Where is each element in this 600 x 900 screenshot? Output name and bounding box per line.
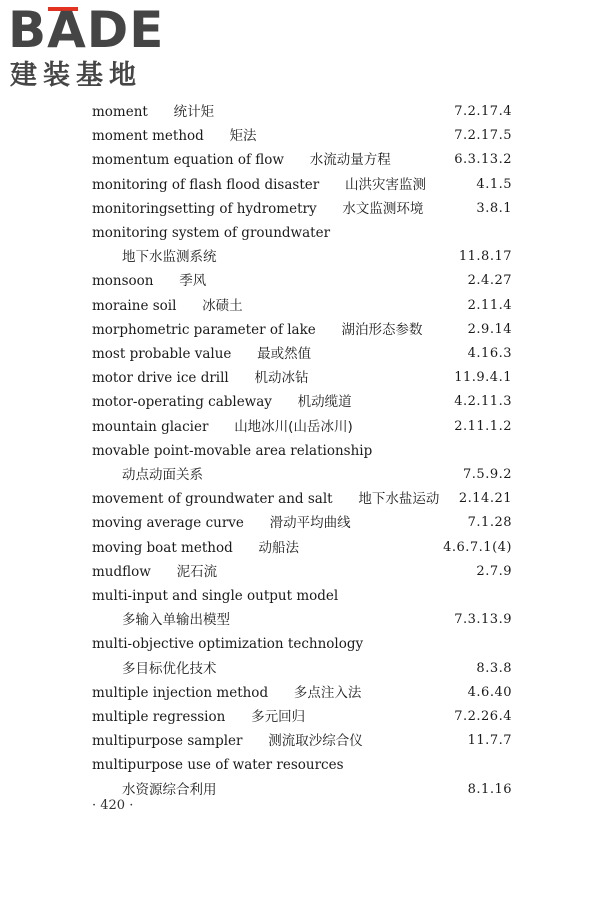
glossary-row [92, 560, 512, 584]
term-english: multi-input and single output model [92, 588, 339, 604]
term-english: motor-operating cableway [92, 394, 272, 411]
section-reference: 4.6.7.1(4) [443, 539, 512, 555]
section-reference: 7.2.17.5 [454, 128, 512, 144]
glossary-row [92, 245, 512, 269]
term-chinese: 测流取沙综合仪 [268, 733, 363, 750]
section-reference: 2.7.9 [476, 563, 512, 579]
term-english: multi-objective optimization technology [92, 636, 364, 653]
term-english: moving boat method [92, 539, 233, 556]
logo-subtitle: 建装基地 [10, 60, 142, 91]
section-reference: 2.11.1.2 [454, 418, 512, 434]
section-reference: 7.3.13.9 [454, 612, 512, 628]
section-reference: 7.2.26.4 [454, 709, 512, 724]
section-reference: 2.9.14 [467, 321, 512, 337]
glossary-row [92, 390, 512, 414]
glossary-row [92, 294, 512, 318]
term-chinese: 机动冰钻 [254, 370, 309, 387]
section-reference: 11.9.4.1 [454, 370, 512, 386]
term-english: moment [92, 104, 148, 120]
term-english: motor drive ice drill [92, 370, 229, 387]
term-chinese: 动点动面关系 [122, 467, 203, 483]
term-english: moraine soil [92, 297, 177, 314]
term-english: most probable value [92, 346, 232, 362]
section-reference: 4.16.3 [467, 346, 512, 361]
glossary-row [92, 487, 512, 511]
glossary-row [92, 342, 512, 366]
glossary-row [92, 632, 512, 656]
section-reference: 8.1.16 [467, 781, 512, 797]
term-chinese: 季风 [179, 273, 207, 290]
glossary-row [92, 536, 512, 560]
glossary-row [92, 657, 512, 681]
term-chinese: 山地冰川(山岳冰川) [234, 418, 353, 435]
glossary-row [92, 221, 512, 245]
section-reference: 4.2.11.3 [454, 394, 512, 410]
glossary-row [92, 173, 512, 197]
term-chinese: 动船法 [258, 539, 299, 556]
section-reference: 2.14.21 [458, 491, 512, 507]
glossary-row [92, 511, 512, 535]
term-chinese: 最或然值 [257, 346, 312, 362]
term-english: mountain glacier [92, 418, 209, 435]
section-reference: 7.1.28 [467, 515, 512, 531]
section-reference: 7.2.17.4 [454, 104, 512, 119]
glossary-row [92, 366, 512, 390]
glossary-row [92, 124, 512, 148]
term-english: moving average curve [92, 515, 244, 532]
glossary-row [92, 681, 512, 705]
glossary-row [92, 197, 512, 221]
glossary-row [92, 778, 512, 802]
term-english: morphometric parameter of lake [92, 321, 316, 338]
term-chinese: 水流动量方程 [309, 152, 391, 169]
section-reference: 7.5.9.2 [463, 467, 512, 482]
term-english: momentum equation of flow [92, 152, 284, 169]
section-reference: 11.7.7 [467, 733, 512, 749]
term-english: multiple regression [92, 709, 226, 725]
glossary-row [92, 415, 512, 439]
glossary-row [92, 148, 512, 172]
glossary-row [92, 584, 512, 608]
term-chinese: 冰碛土 [202, 297, 243, 314]
term-chinese: 多输入单输出模型 [122, 612, 230, 629]
term-chinese: 矩法 [229, 128, 257, 145]
term-english: multiple injection method [92, 684, 269, 701]
section-reference: 11.8.17 [458, 249, 512, 265]
section-reference: 4.6.40 [467, 684, 512, 700]
section-reference: 2.4.27 [467, 273, 512, 289]
term-chinese: 多点注入法 [293, 684, 362, 701]
term-chinese: 地下水盐运动 [358, 491, 440, 508]
term-chinese: 滑动平均曲线 [269, 515, 351, 532]
term-english: mudflow [92, 563, 151, 580]
term-chinese: 多元回归 [251, 709, 306, 725]
section-reference: 2.11.4 [467, 297, 512, 313]
term-chinese: 多目标优化技术 [122, 660, 217, 677]
glossary-row [92, 463, 512, 487]
term-chinese: 地下水监测系统 [122, 249, 217, 266]
term-chinese: 水文监测环境 [342, 200, 424, 217]
term-english: monsoon [92, 273, 154, 290]
term-chinese: 统计矩 [173, 104, 215, 120]
page-number: · 420 · [92, 798, 134, 813]
term-chinese: 湖泊形态参数 [341, 321, 423, 338]
glossary-row [92, 705, 512, 729]
term-chinese: 泥石流 [176, 563, 218, 580]
term-chinese: 机动缆道 [297, 394, 352, 411]
term-english: monitoring of flash flood disaster [92, 176, 320, 193]
section-reference: 3.8.1 [476, 200, 512, 216]
term-english: multipurpose sampler [92, 733, 243, 750]
term-english: monitoring system of groundwater [92, 225, 331, 241]
logo-word: BADE [8, 1, 165, 59]
glossary-row [92, 753, 512, 777]
section-reference: 4.1.5 [476, 176, 512, 192]
term-english: monitoringsetting of hydrometry [92, 200, 317, 217]
term-english: moment method [92, 128, 204, 145]
glossary-row [92, 100, 512, 124]
term-chinese: 山洪灾害监测 [344, 176, 426, 193]
glossary-row [92, 608, 512, 632]
term-chinese: 水资源综合利用 [122, 781, 217, 798]
glossary-row [92, 318, 512, 342]
glossary-row [92, 269, 512, 293]
term-english: movable point-movable area relationship [92, 442, 373, 459]
term-english: multipurpose use of water resources [92, 757, 344, 774]
glossary-row [92, 439, 512, 463]
glossary-row [92, 729, 512, 753]
section-reference: 6.3.13.2 [454, 152, 512, 168]
term-english: movement of groundwater and salt [92, 491, 333, 508]
section-reference: 8.3.8 [476, 660, 512, 676]
